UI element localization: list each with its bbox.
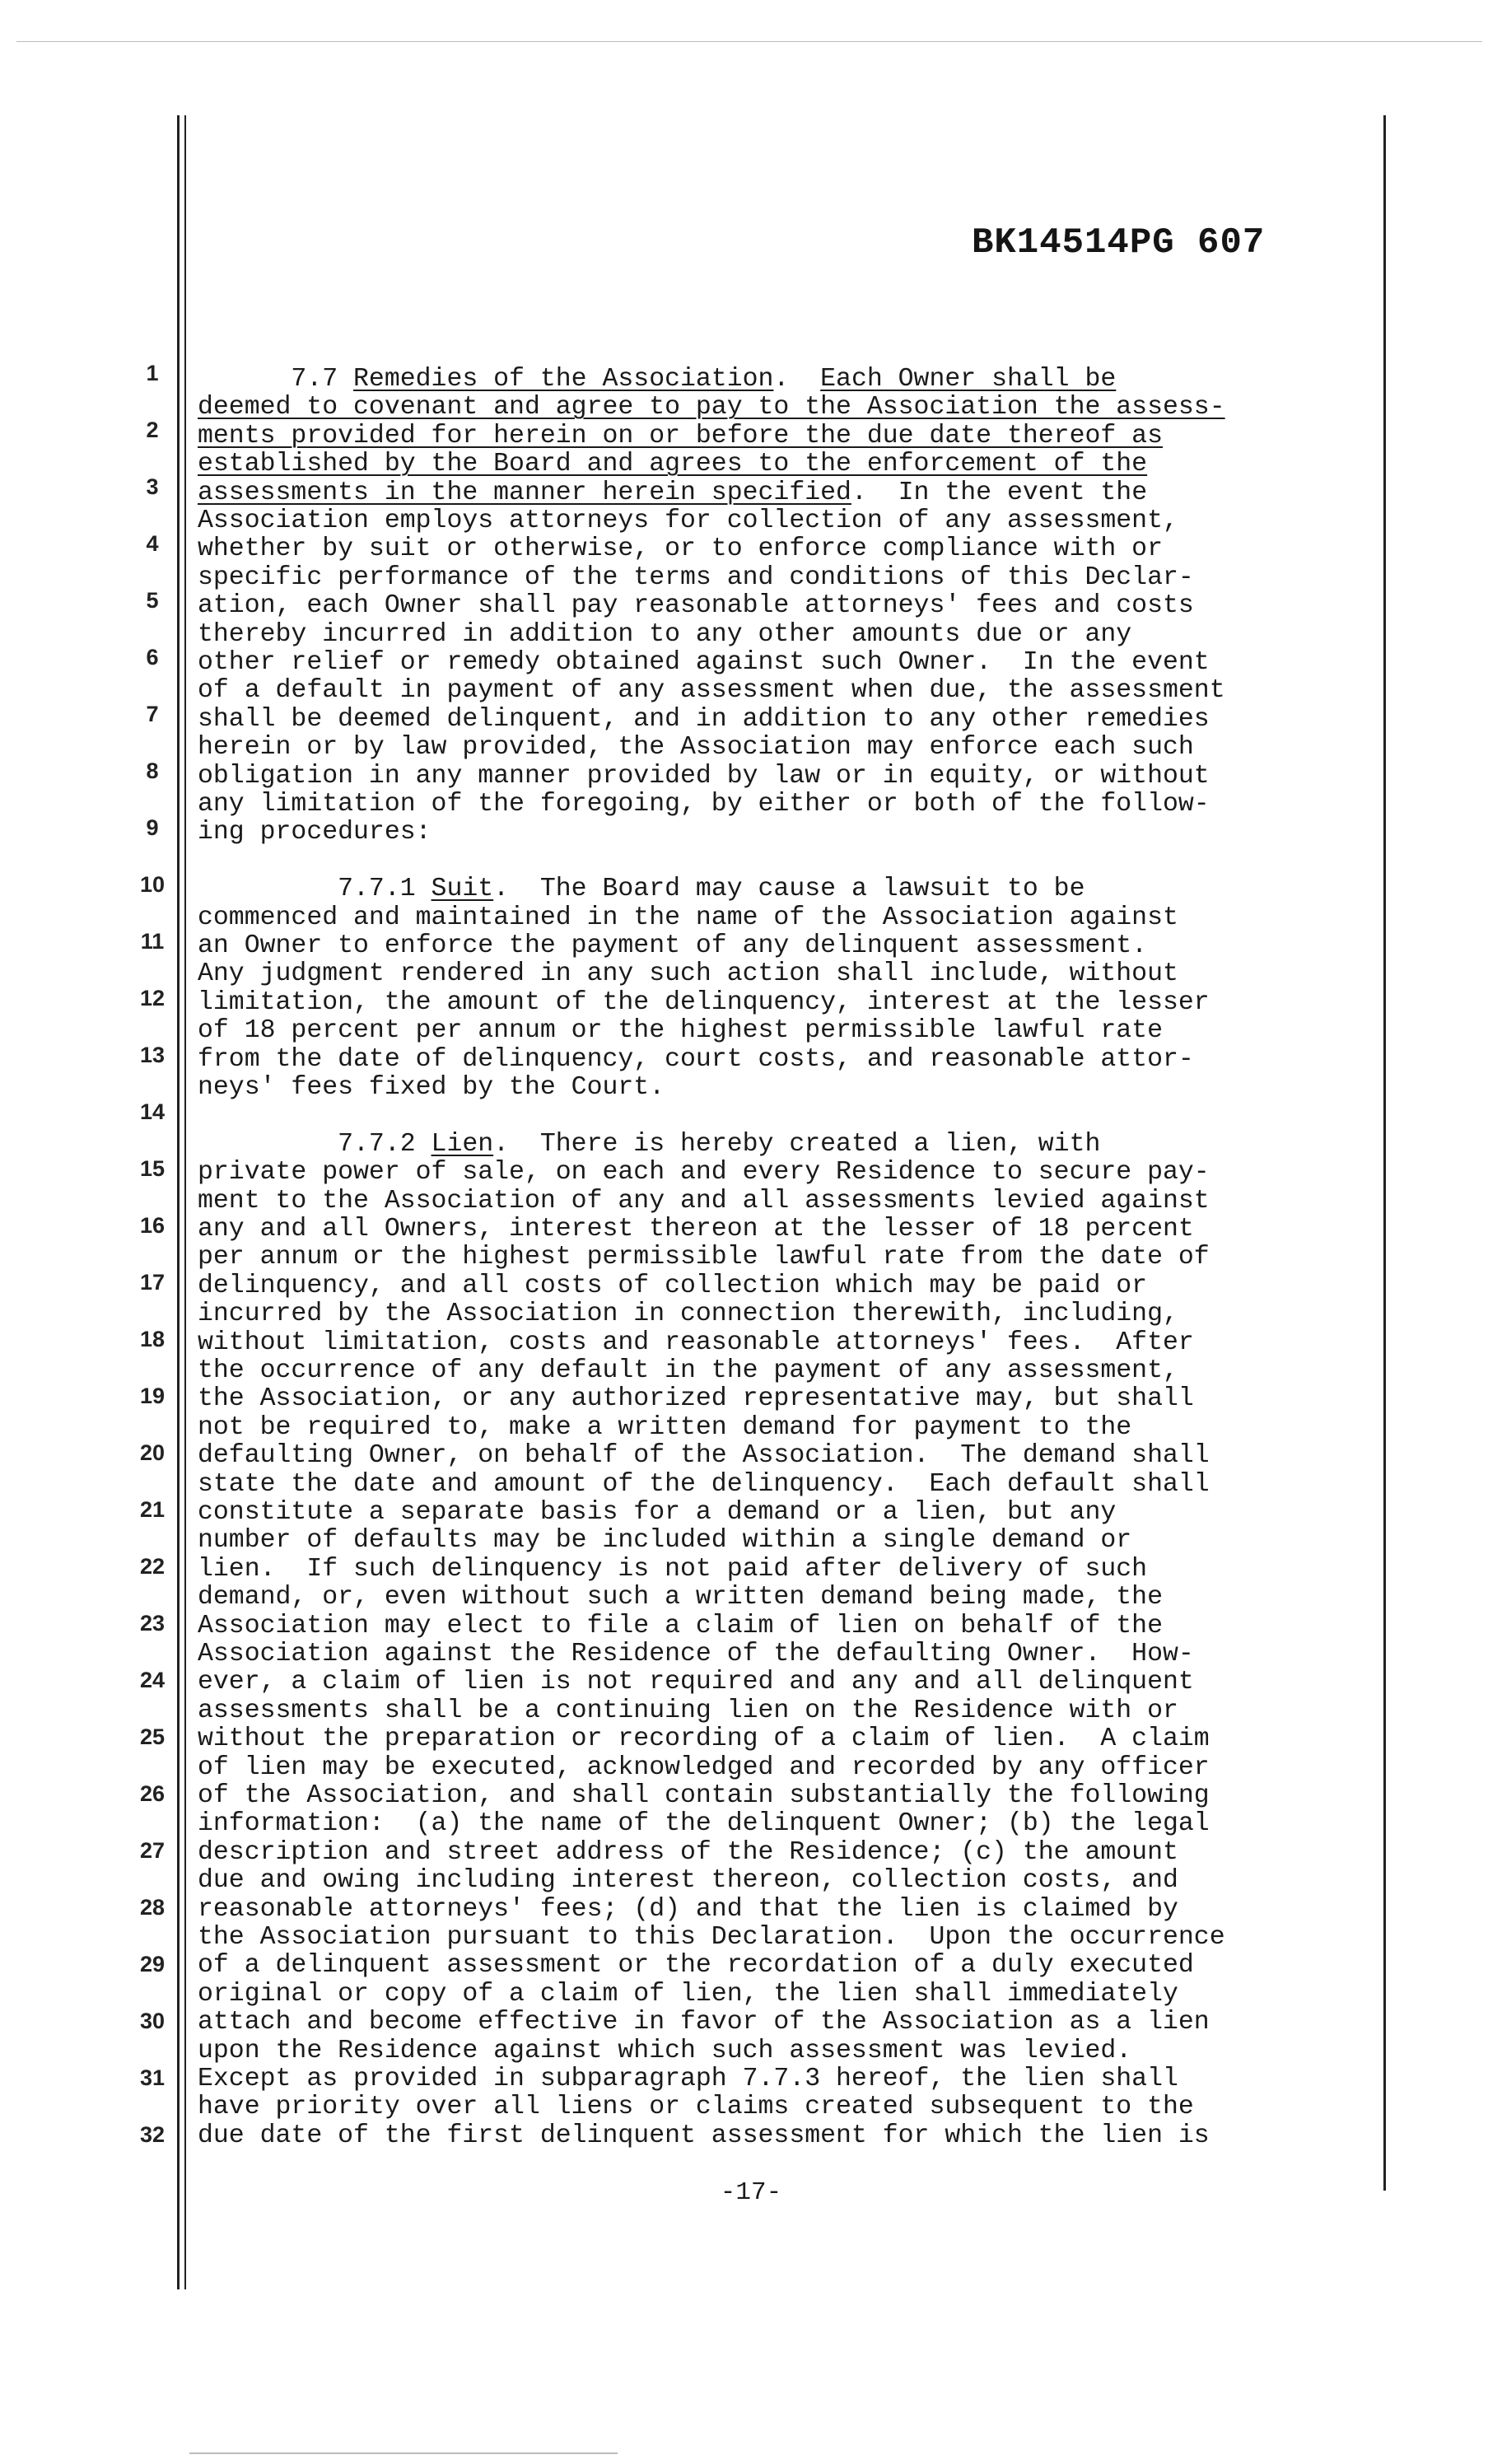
text-line	[198, 1612, 1163, 1640]
text-run: not be required to, make a written demand for payment to the	[198, 1412, 1132, 1442]
text-line	[198, 592, 1194, 620]
text-run: demand, or, even without such a written demand being made, the	[198, 1583, 1163, 1612]
text-run: due date of the first delinquent assessment for which the lien is	[198, 2121, 1210, 2150]
text-run: Association against the Residence of the defaulting Owner. How-	[198, 1640, 1194, 1668]
text-line	[198, 1272, 1147, 1300]
line-number: 27	[139, 1838, 166, 1863]
text-line	[198, 1754, 1210, 1782]
text-run: information: (a) the name of the delinquent Owner; (b) the legal	[198, 1809, 1210, 1839]
text-line	[198, 1725, 1210, 1753]
text-run: . The Board may cause a lawsuit to be	[493, 875, 1085, 904]
text-line	[198, 1839, 1178, 1867]
line-number: 20	[139, 1440, 166, 1465]
text-run: number of defaults may be included within a single demand or	[198, 1526, 1132, 1556]
line-number: 29	[139, 1952, 166, 1976]
line-number: 32	[139, 2122, 166, 2147]
text-line	[198, 960, 1178, 988]
text-run: upon the Residence against which such assessment was levied.	[198, 2036, 1132, 2065]
line-number: 2	[146, 418, 159, 442]
text-run: .	[773, 365, 821, 394]
text-line	[198, 394, 1225, 422]
text-line	[198, 1414, 1131, 1442]
text-run: neys' fees fixed by the Court.	[198, 1073, 665, 1102]
left-margin-rule-outer	[177, 115, 180, 2289]
page-number: -17-	[720, 2178, 782, 2207]
text-line	[198, 366, 1116, 394]
text-line	[198, 535, 1163, 563]
text-line	[198, 1527, 1131, 1555]
text-run: Any judgment rendered in any such action shall include, without	[198, 959, 1178, 989]
book-page-reference: BK14514PG 607	[972, 222, 1266, 264]
text-run: whether by suit or otherwise, or to enforce compliance with or	[198, 534, 1163, 564]
text-run: commenced and maintained in the name of the Association against	[198, 903, 1178, 932]
text-line	[198, 677, 1225, 705]
text-run: . There is hereby created a lien, with	[493, 1129, 1101, 1159]
text-run: ment to the Association of any and all assessments levied against	[198, 1186, 1210, 1216]
line-number: 3	[146, 474, 159, 499]
line-number: 31	[139, 2065, 166, 2090]
line-number: 28	[139, 1895, 166, 1920]
text-run: delinquency, and all costs of collection which may be paid or	[198, 1271, 1148, 1300]
text-line	[198, 1499, 1116, 1527]
line-number: 13	[139, 1043, 166, 1067]
text-run: 7.7.1	[198, 875, 431, 904]
text-run: 7.7	[198, 365, 354, 394]
text-line	[198, 706, 1210, 734]
line-number: 7	[146, 702, 159, 726]
text-line	[198, 1216, 1194, 1244]
text-line	[198, 2009, 1210, 2037]
text-run: Except as provided in subparagraph 7.7.3 hereof, the lien shall	[198, 2065, 1178, 2093]
line-number: 11	[140, 929, 165, 954]
text-line	[198, 1329, 1194, 1357]
text-run: Association may elect to file a claim of lien on behalf of the	[198, 1611, 1163, 1640]
text-line	[198, 1442, 1210, 1470]
right-margin-rule	[1383, 115, 1386, 2191]
line-number: 6	[146, 645, 159, 670]
top-scan-artifact	[16, 41, 1482, 42]
underlined-text: assessments in the manner herein specified	[198, 478, 851, 507]
text-run: Association employs attorneys for collection of any assessment,	[198, 506, 1178, 535]
line-number: 4	[146, 531, 159, 556]
text-line	[198, 1896, 1178, 1924]
line-number: 17	[139, 1270, 166, 1295]
text-line	[198, 791, 1210, 819]
text-run: constitute a separate basis for a demand or a lien, but any	[198, 1498, 1117, 1527]
text-line	[198, 507, 1178, 535]
text-run: private power of sale, on each and every Residence to secure pay-	[198, 1158, 1210, 1188]
text-run: specific performance of the terms and conditions of this Declar-	[198, 562, 1194, 592]
text-line	[198, 422, 1163, 450]
text-run: 7.7.2	[198, 1129, 431, 1159]
text-run: ing procedures:	[198, 818, 431, 847]
text-line	[198, 1782, 1210, 1810]
text-line	[198, 2122, 1210, 2150]
text-line	[198, 1924, 1225, 1952]
underlined-text: Each Owner shall be	[820, 365, 1117, 394]
text-line	[198, 1159, 1210, 1187]
text-line	[198, 1697, 1178, 1725]
text-run: original or copy of a claim of lien, the lien shall immediately	[198, 1979, 1178, 2009]
text-line	[198, 1131, 1100, 1159]
text-run: defaulting Owner, on behalf of the Association. The demand shall	[198, 1441, 1210, 1471]
underlined-text: Remedies of the Association	[353, 365, 774, 394]
line-number: 18	[139, 1327, 166, 1351]
text-line	[198, 1300, 1178, 1328]
text-run: have priority over all liens or claims created subsequent to the	[198, 2093, 1194, 2122]
line-number: 14	[139, 1099, 166, 1124]
bottom-scan-artifact	[189, 2452, 618, 2454]
line-number: 21	[139, 1497, 166, 1522]
line-number: 12	[139, 986, 166, 1010]
text-line	[198, 564, 1194, 592]
text-run: without the preparation or recording of a claim of lien. A claim	[198, 1724, 1210, 1754]
line-number: 23	[139, 1611, 166, 1636]
text-line	[198, 2093, 1194, 2121]
text-line	[198, 763, 1210, 791]
text-run: other relief or remedy obtained against such Owner. In the event	[198, 648, 1210, 677]
text-line	[198, 479, 1147, 507]
text-line	[198, 1046, 1194, 1074]
line-number: 24	[139, 1668, 166, 1692]
underlined-text: deemed to covenant and agree to pay to the Association the assess-	[198, 393, 1225, 422]
text-run: description and street address of the Residence; (c) the amount	[198, 1837, 1178, 1867]
text-line	[198, 1584, 1163, 1612]
left-margin-rule-inner	[184, 115, 186, 2289]
text-line	[198, 1640, 1194, 1668]
text-line	[198, 875, 1085, 903]
text-line	[198, 932, 1147, 960]
text-run: of lien may be executed, acknowledged and recorded by any officer	[198, 1752, 1210, 1782]
text-run: limitation, the amount of the delinquency, interest at the lesser	[198, 987, 1210, 1017]
text-run: assessments shall be a continuing lien on the Residence with or	[198, 1696, 1178, 1725]
line-number: 5	[146, 588, 159, 613]
text-line	[198, 1385, 1194, 1413]
text-line	[198, 1810, 1210, 1838]
text-run: of a delinquent assessment or the recordation of a duly executed	[198, 1951, 1194, 1981]
underlined-text: ments provided for herein on or before the due date thereof as	[198, 421, 1163, 450]
text-run: from the date of delinquency, court costs, and reasonable attor-	[198, 1044, 1194, 1074]
text-run: incurred by the Association in connection therewith, including,	[198, 1300, 1178, 1329]
text-run: of 18 percent per annum or the highest permissible lawful rate	[198, 1016, 1163, 1046]
line-number: 1	[146, 361, 159, 385]
text-run: of the Association, and shall contain substantially the following	[198, 1781, 1210, 1810]
text-run: shall be deemed delinquent, and in addition to any other remedies	[198, 704, 1210, 734]
text-run: due and owing including interest thereon, collection costs, and	[198, 1866, 1178, 1896]
text-line	[198, 1357, 1178, 1385]
line-number: 26	[139, 1781, 166, 1806]
text-run: of a default in payment of any assessment when due, the assessment	[198, 676, 1225, 706]
text-run: . In the event the	[851, 478, 1148, 507]
text-run: herein or by law provided, the Association may enforce each such	[198, 733, 1194, 763]
text-run: attach and become effective in favor of the Association as a lien	[198, 2008, 1210, 2037]
text-line	[198, 904, 1178, 932]
text-line	[198, 649, 1210, 677]
text-run: without limitation, costs and reasonable attorneys' fees. After	[198, 1328, 1194, 1357]
text-line	[198, 450, 1147, 478]
text-line	[198, 1952, 1194, 1980]
line-number: 16	[139, 1213, 166, 1238]
text-run: ever, a claim of lien is not required and any and all delinquent	[198, 1668, 1194, 1697]
text-run: lien. If such delinquency is not paid after delivery of such	[198, 1554, 1148, 1584]
text-line	[198, 1188, 1210, 1216]
text-run: the Association, or any authorized representative may, but shall	[198, 1384, 1194, 1414]
text-run: any and all Owners, interest thereon at the lesser of 18 percent	[198, 1215, 1194, 1244]
text-line	[198, 1074, 665, 1102]
text-line	[198, 989, 1210, 1017]
line-number: 10	[139, 872, 166, 897]
text-line	[198, 819, 431, 847]
underlined-text: established by the Board and agrees to the enforcement of the	[198, 450, 1148, 479]
text-line	[198, 1668, 1194, 1696]
text-line	[198, 1981, 1178, 2009]
text-line	[198, 2037, 1131, 2065]
text-run: thereby incurred in addition to any other amounts due or any	[198, 619, 1132, 649]
text-line	[198, 1867, 1178, 1895]
line-number: 25	[139, 1724, 166, 1749]
text-line	[198, 621, 1131, 649]
line-number: 19	[139, 1384, 166, 1408]
line-number: 22	[139, 1554, 166, 1579]
text-run: per annum or the highest permissible lawful rate from the date of	[198, 1243, 1210, 1272]
text-run: the Association pursuant to this Declaration. Upon the occurrence	[198, 1923, 1225, 1952]
line-number: 15	[139, 1156, 166, 1181]
text-run: an Owner to enforce the payment of any delinquent assessment.	[198, 931, 1148, 960]
line-number: 30	[139, 2009, 166, 2033]
text-run: obligation in any manner provided by law or in equity, or without	[198, 761, 1210, 791]
line-number: 9	[146, 815, 159, 840]
text-line	[198, 1471, 1210, 1499]
text-line	[198, 2065, 1178, 2093]
underlined-text: Suit	[431, 875, 494, 904]
underlined-text: Lien	[431, 1129, 494, 1159]
line-number: 8	[146, 758, 159, 783]
text-line	[198, 734, 1194, 762]
text-run: any limitation of the foregoing, by either or both of the follow-	[198, 790, 1210, 819]
text-run: state the date and amount of the delinquency. Each default shall	[198, 1469, 1210, 1499]
text-line	[198, 1017, 1163, 1045]
text-run: ation, each Owner shall pay reasonable attorneys' fees and costs	[198, 591, 1194, 621]
text-line	[198, 1244, 1210, 1272]
text-line	[198, 1556, 1147, 1584]
text-run: the occurrence of any default in the payment of any assessment,	[198, 1356, 1178, 1385]
text-run: reasonable attorneys' fees; (d) and that the lien is claimed by	[198, 1894, 1178, 1924]
